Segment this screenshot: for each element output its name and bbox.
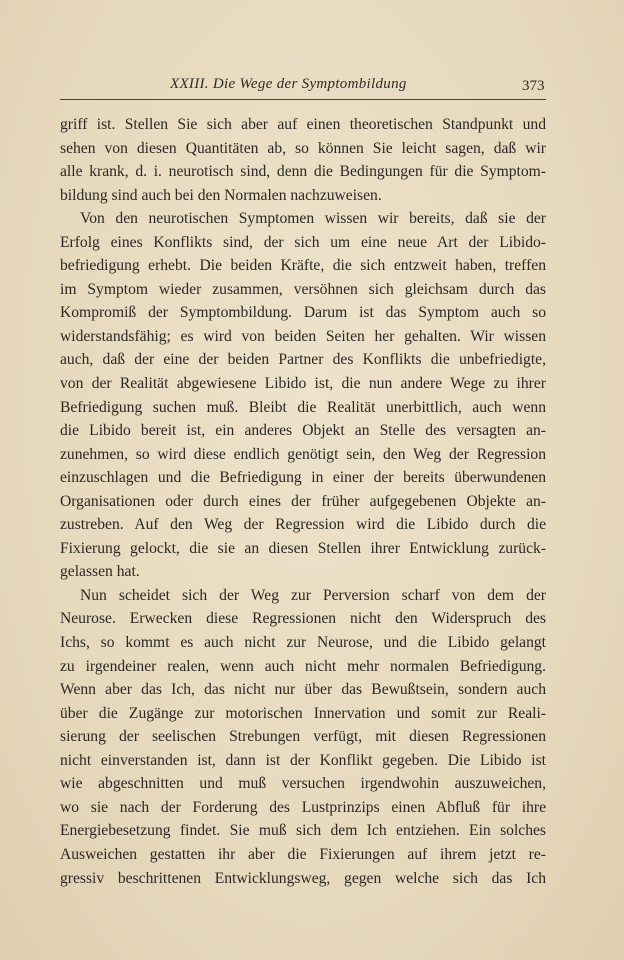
text-line: befriedigung erhebt. Die beiden Kräfte, die sich entzweit haben, treffen	[60, 257, 546, 275]
text-line: Ausweichen gestatten ihr aber die Fixierungen auf ihrem jetzt re-	[60, 845, 546, 863]
text-line: widerstandsfähig; es wird von beiden Seiten her gehalten. Wir wissen	[60, 327, 546, 345]
text-line: alle krank, d. i. neurotisch sind, denn die Bedingungen für die Symptom-	[60, 163, 546, 181]
text-line: einzuschlagen und die Befriedigung in einer der bereits überwundenen	[60, 469, 546, 487]
text-line: sierung der seelischen Strebungen verfügt, mit diesen Regressionen	[60, 728, 546, 746]
text-line: nicht einverstanden ist, dann ist der Konflikt gegeben. Die Libido ist	[60, 751, 546, 769]
text-line: im Symptom wieder zusammen, versöhnen sich gleichsam durch das	[60, 280, 546, 298]
text-line: auch, daß der eine der beiden Partner des Konflikts die unbefriedigte,	[60, 351, 546, 369]
text-line: Organisationen oder durch eines der früher aufgegebenen Objekte an-	[60, 492, 546, 510]
page-header	[0, 76, 624, 98]
text-line: sehen von diesen Quantitäten ab, so können Sie leicht sagen, daß wir	[60, 139, 546, 157]
text-line: Erfolg eines Konflikts sind, der sich um eine neue Art der Libido-	[60, 233, 546, 251]
text-line: zunehmen, so wird diese endlich genötigt sein, den Weg der Regression	[60, 445, 546, 463]
text-line: über die Zugänge zur motorischen Innervation und somit zur Reali-	[60, 704, 546, 722]
text-line: Fixierung gelockt, die sie an diesen Stellen ihrer Entwicklung zurück-	[60, 539, 546, 557]
text-line: von der Realität abgewiesene Libido ist, die nun andere Wege zu ihrer	[60, 375, 546, 393]
page-number: 373	[522, 78, 545, 94]
text-line: wie abgeschnitten und muß versuchen irgendwohin auszuweichen,	[60, 775, 546, 793]
text-line: wo sie nach der Forderung des Lustprinzips einen Abfluß für ihre	[60, 798, 546, 816]
text-line: gressiv beschrittenen Entwicklungsweg, gegen welche sich das Ich	[60, 869, 546, 887]
running-title: XXIII. Die Wege der Symptombildung	[170, 76, 407, 92]
text-line: Nun scheidet sich der Weg zur Perversion scharf von dem der	[80, 586, 546, 604]
text-line: bildung sind auch bei den Normalen nachzuweisen.	[60, 186, 382, 204]
text-line: griff ist. Stellen Sie sich aber auf einen theoretischen Standpunkt und	[60, 116, 546, 133]
text-line: die Libido bereit ist, ein anderes Objekt an Stelle des versagten an-	[60, 422, 546, 440]
text-line: Kompromiß der Symptombildung. Darum ist das Symptom auch so	[60, 304, 546, 322]
text-line: Von den neurotischen Symptomen wissen wir bereits, daß sie der	[80, 210, 546, 228]
text-line: Ichs, so kommt es auch nicht zur Neurose, und die Libido gelangt	[60, 634, 546, 652]
text-line: zu irgendeiner realen, wenn auch nicht mehr normalen Befriedigung.	[60, 657, 546, 675]
text-line: zustreben. Auf den Weg der Regression wird die Libido durch die	[60, 516, 546, 534]
text-line: gelassen hat.	[60, 563, 140, 581]
body-text	[60, 113, 546, 890]
text-line: Neurose. Erwecken diese Regressionen nicht den Widerspruch des	[60, 610, 546, 628]
text-line: Wenn aber das Ich, das nicht nur über das Bewußtsein, sondern auch	[60, 681, 546, 699]
header-rule	[60, 99, 546, 100]
text-line: Befriedigung suchen muß. Bleibt die Realität unerbittlich, auch wenn	[60, 398, 546, 416]
text-line: Energiebesetzung findet. Sie muß sich dem Ich entziehen. Ein solches	[60, 822, 546, 840]
